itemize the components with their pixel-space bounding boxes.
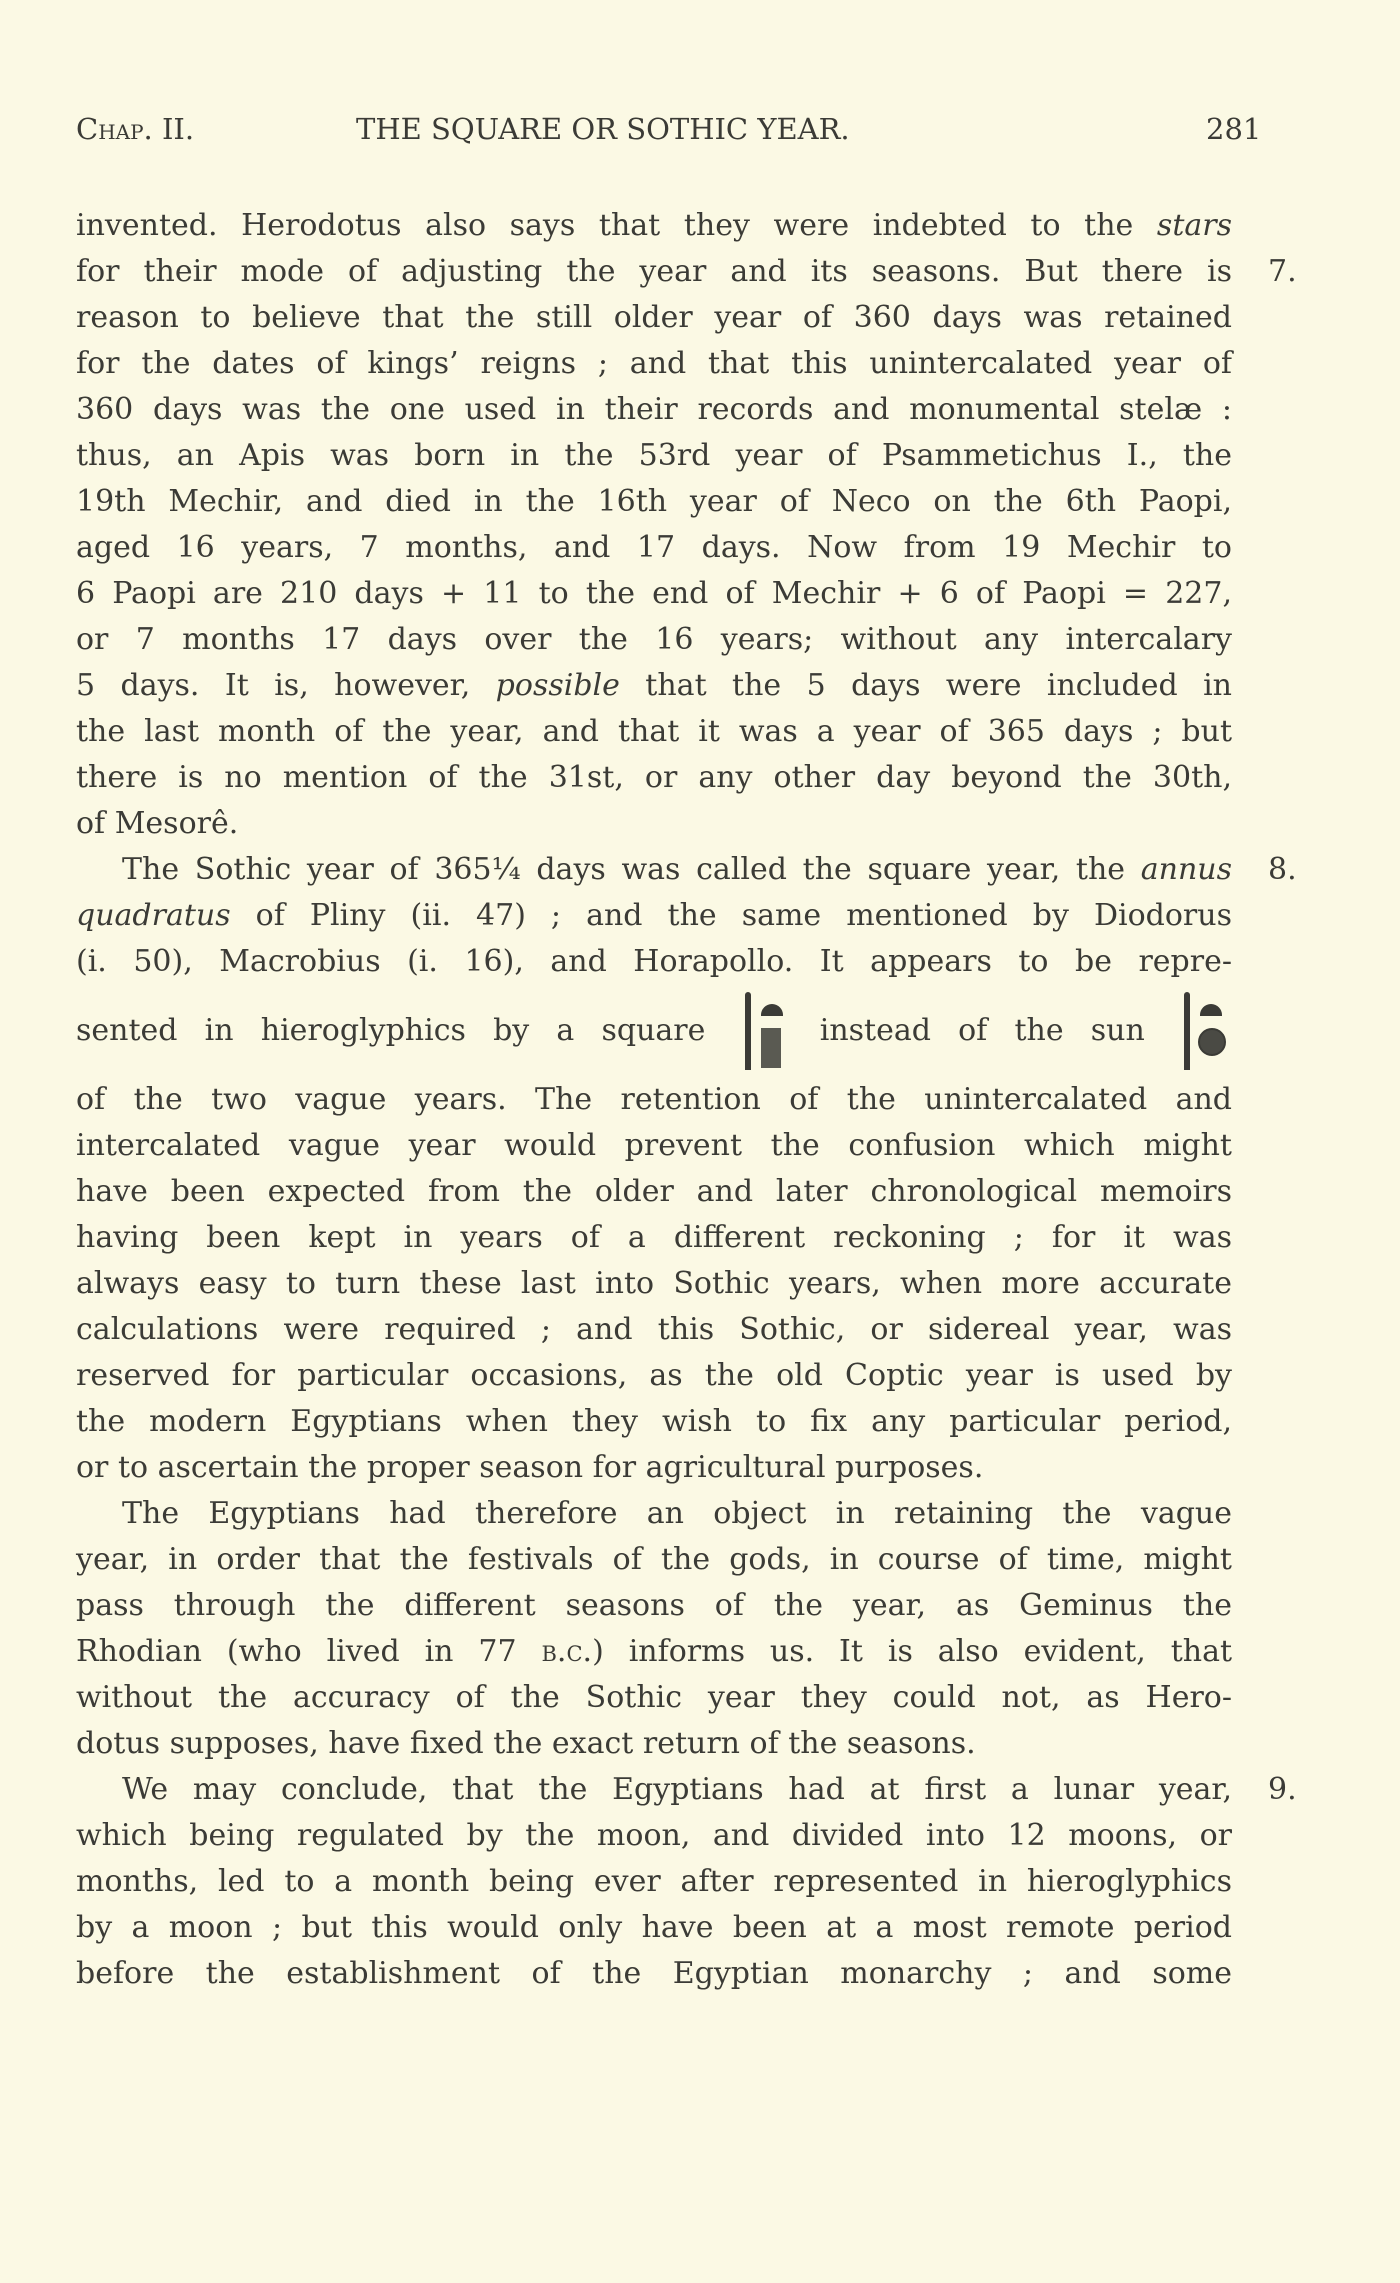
text-line [76, 1445, 1232, 1491]
text-line [76, 1859, 1232, 1905]
text-line [76, 249, 1297, 295]
text-segment: calculations were required ; and this Sothic, or sidereal year, was [76, 1312, 1232, 1347]
text-segment: having been kept in years of a different reckoning ; for it was [76, 1220, 1232, 1255]
text-segment: 5 days. It is, however, [76, 668, 496, 703]
text-segment: sented in hieroglyphics by a square [76, 1013, 733, 1048]
text-segment: by a moon ; but this would only have been at a most remote period [76, 1910, 1232, 1945]
text-line [76, 985, 1232, 1077]
margin-section-number: 8. [1268, 852, 1297, 887]
text-line [76, 1261, 1232, 1307]
text-segment: aged 16 years, 7 months, and 17 days. Now from 19 Mechir to [76, 530, 1232, 565]
text-line [76, 1077, 1232, 1123]
running-title: THE SQUARE OR SOTHIC YEAR. [356, 112, 850, 146]
text-line [76, 1767, 1297, 1813]
text-segment: reserved for particular occasions, as the old Coptic year is used by [76, 1358, 1232, 1393]
text-line [76, 663, 1232, 709]
text-line [76, 525, 1232, 571]
text-line [76, 1123, 1232, 1169]
text-segment: without the accuracy of the Sothic year they could not, as Hero- [76, 1680, 1232, 1715]
text-line [76, 1721, 1232, 1767]
text-segment: of the two vague years. The retention of the unintercalated and [76, 1082, 1232, 1117]
text-line [76, 801, 1232, 847]
text-line [76, 295, 1232, 341]
text-segment: ) informs us. It is also evident, that [592, 1634, 1233, 1669]
text-line [76, 1675, 1232, 1721]
text-segment: before the establishment of the Egyptian monarchy ; and some [76, 1956, 1232, 1991]
text-line [76, 433, 1232, 479]
text-line [76, 755, 1232, 801]
margin-section-number: 9. [1268, 1772, 1297, 1807]
text-segment: instead of the sun [792, 1013, 1172, 1048]
text-line [76, 1537, 1232, 1583]
text-line [76, 1353, 1232, 1399]
text-line [76, 1629, 1232, 1675]
text-segment: invented. Herodotus also says that they were indebted to the [76, 208, 1157, 243]
text-segment: always easy to turn these last into Sothic years, when more accurate [76, 1266, 1232, 1301]
italic-text: stars [1156, 208, 1232, 243]
italic-text: annus [1140, 852, 1232, 887]
text-line [76, 1583, 1232, 1629]
page-body-text [76, 203, 1297, 1997]
text-line [76, 571, 1232, 617]
text-line [76, 1491, 1232, 1537]
text-line [76, 939, 1232, 985]
text-segment: the modern Egyptians when they wish to fix any particular period, [76, 1404, 1232, 1439]
text-line [76, 387, 1232, 433]
text-segment: the last month of the year, and that it was a year of 365 days ; but [76, 714, 1232, 749]
text-line [76, 1399, 1232, 1445]
text-segment: months, led to a month being ever after represented in hieroglyphics [76, 1864, 1232, 1899]
text-line [76, 1169, 1232, 1215]
text-segment: dotus supposes, have fixed the exact return of the seasons. [76, 1726, 976, 1761]
text-segment: The Sothic year of 365¼ days was called the square year, the [122, 852, 1141, 887]
text-segment: have been expected from the older and later chronological memoirs [76, 1174, 1232, 1209]
text-segment: thus, an Apis was born in the 53rd year of Psammetichus I., the [76, 438, 1232, 473]
margin-section-number: 7. [1268, 254, 1297, 289]
text-segment: reason to believe that the still older year of 360 days was retained [76, 300, 1232, 335]
text-segment: The Egyptians had therefore an object in retaining the vague [122, 1496, 1232, 1531]
text-line [76, 341, 1232, 387]
text-line [76, 479, 1232, 525]
text-segment: there is no mention of the 31st, or any other day beyond the 30th, [76, 760, 1232, 795]
text-line [76, 1307, 1232, 1353]
text-segment: pass through the different seasons of the year, as Geminus the [76, 1588, 1232, 1623]
text-segment: (i. 50), Macrobius (i. 16), and Horapollo. It appears to be repre- [76, 944, 1232, 979]
text-segment: or 7 months 17 days over the 16 years; without any intercalary [76, 622, 1232, 657]
running-header [76, 112, 1262, 156]
text-segment: for the dates of kings’ reigns ; and that this unintercalated year of [76, 346, 1232, 381]
italic-text: quadratus [76, 898, 231, 933]
text-line [76, 203, 1232, 249]
text-segment: of Pliny (ii. 47) ; and the same mentioned by Diodorus [230, 898, 1232, 933]
text-line [76, 1215, 1232, 1261]
text-segment: that the 5 days were included in [619, 668, 1232, 703]
italic-text: possible [495, 668, 620, 703]
text-segment: year, in order that the festivals of the gods, in course of time, might [76, 1542, 1232, 1577]
text-line [76, 617, 1232, 663]
chapter-label: Chap. II. [76, 112, 195, 146]
text-line [76, 1905, 1232, 1951]
page-number: 281 [1206, 112, 1262, 146]
text-segment: intercalated vague year would prevent the confusion which might [76, 1128, 1232, 1163]
text-segment: for their mode of adjusting the year and its seasons. But there is [76, 254, 1232, 289]
text-segment: or to ascertain the proper season for agricultural purposes. [76, 1450, 984, 1485]
text-segment: 360 days was the one used in their records and monumental stelæ : [76, 392, 1232, 427]
text-line [76, 893, 1232, 939]
text-line [76, 847, 1297, 893]
text-line [76, 1813, 1232, 1859]
text-segment: Rhodian (who lived in 77 [76, 1634, 542, 1669]
text-segment: 19th Mechir, and died in the 16th year of Neco on the 6th Paopi, [76, 484, 1232, 519]
text-segment: of Mesorê. [76, 806, 239, 841]
text-segment: 6 Paopi are 210 days + 11 to the end of Mechir + 6 of Paopi = 227, [76, 576, 1232, 611]
hieroglyph-square-year-icon [739, 992, 787, 1072]
text-line [76, 709, 1232, 755]
text-line [76, 1951, 1232, 1997]
text-segment: b.c. [541, 1634, 593, 1669]
text-segment: which being regulated by the moon, and divided into 12 moons, or [76, 1818, 1232, 1853]
hieroglyph-sun-year-icon [1178, 992, 1226, 1072]
text-segment: We may conclude, that the Egyptians had at first a lunar year, [122, 1772, 1232, 1807]
